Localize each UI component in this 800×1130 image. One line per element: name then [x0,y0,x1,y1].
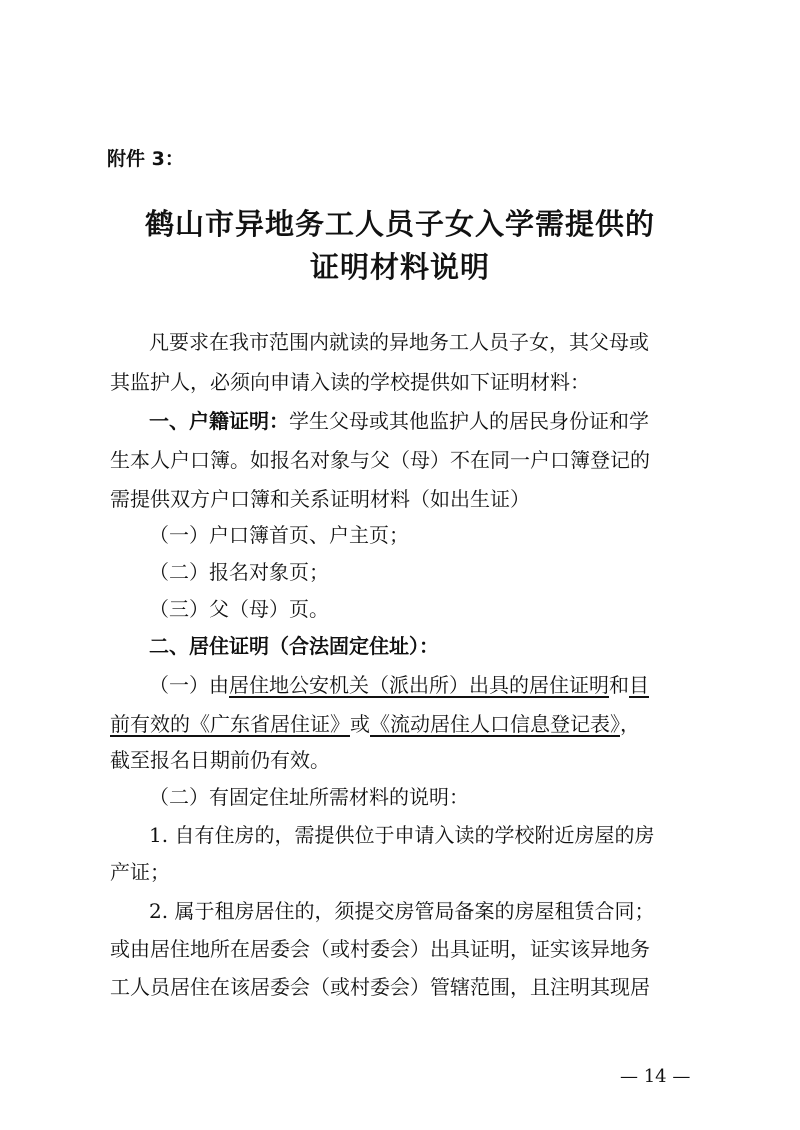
point-2-line-1: 2. 属于租房居住的，须提交房管局备案的房屋租赁合同； [149,899,655,923]
valid-start-underlined: 目 [629,673,649,697]
point-2-line-3: 工人员居住在该居委会（或村委会）管辖范围，且注明其现居 [110,975,650,999]
intro-line-2: 其监护人，必须向申请入读的学校提供如下证明材料： [110,370,590,394]
section-1-item-1: （一）户口簿首页、户主页； [149,523,409,547]
intro-line-1: 凡要求在我市范围内就读的异地务工人员子女，其父母或 [149,330,649,354]
guangdong-residence-permit-underlined: 前有效的《广东省居住证》 [110,712,350,736]
section-1-heading: 一、户籍证明： [149,409,289,433]
section-1-item-2: （二）报名对象页； [149,560,329,584]
comma: ， [620,712,640,736]
section-1-line-2: 生本人户口簿。如报名对象与父（母）不在同一户口簿登记的 [110,448,650,472]
page-number: — 14 — [620,1066,691,1087]
point-2-line-2: 或由居住地所在居委会（或村委会）出具证明，证实该异地务 [110,937,650,961]
section-1-line-3: 需提供双方户口簿和关系证明材料（如出生证） [110,487,530,511]
point-1-line-2: 产证； [110,860,170,884]
floating-population-form-underlined: 《流动居住人口信息登记表》 [370,712,620,736]
section-2-item-1-line-2 [110,709,640,739]
section-2-item-2: （二）有固定住址所需材料的说明： [149,785,469,809]
section-1-item-3: （三）父（母）页。 [149,597,329,621]
section-2-item-1-prefix: （一）由 [149,673,229,697]
conjunction-and: 和 [609,673,629,697]
section-1-text: 学生父母或其他监护人的居民身份证和学 [289,409,649,433]
section-1-line-1 [149,406,649,436]
section-2-item-1-line-1 [149,670,649,700]
point-1-line-1: 1. 自有住房的，需提供位于申请入读的学校附近房屋的房 [149,823,655,847]
residence-certificate-underlined: 居住地公安机关（派出所）出具的居住证明 [229,673,609,697]
conjunction-or: 或 [350,712,370,736]
document-title-line-2: 证明材料说明 [309,250,490,284]
section-2-item-1-line-3: 截至报名日期前仍有效。 [110,748,330,772]
attachment-label: 附件 3： [107,148,184,170]
document-title-line-1: 鹤山市异地务工人员子女入学需提供的 [144,207,655,241]
section-2-heading: 二、居住证明（合法固定住址）： [149,634,439,658]
